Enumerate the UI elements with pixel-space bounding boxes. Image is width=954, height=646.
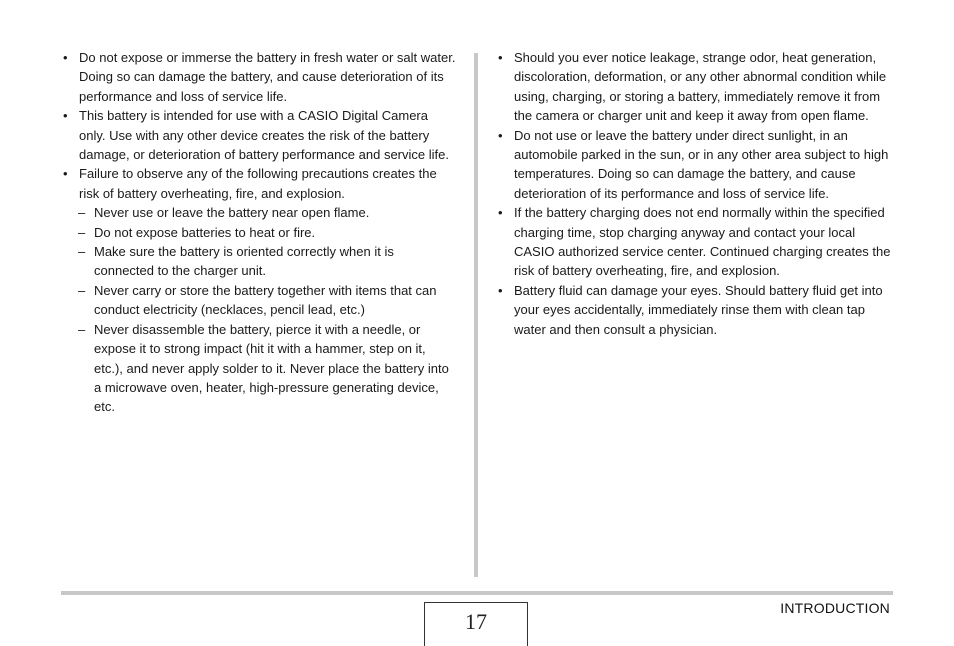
bullet-item bbox=[497, 48, 893, 126]
dash-text: Never carry or store the battery together with items that can conduct electricity (necklaces, pencil lead, etc.) bbox=[94, 282, 437, 318]
dash-item bbox=[62, 242, 456, 281]
dash-item bbox=[62, 223, 456, 242]
precaution-sublist bbox=[62, 203, 456, 416]
bullet-item bbox=[497, 281, 893, 339]
dash-item bbox=[62, 281, 456, 320]
page-number: 17 bbox=[424, 602, 528, 646]
dash-mark: – bbox=[78, 205, 86, 221]
dash-text: Make sure the battery is oriented correctly when it is connected to the charger unit. bbox=[94, 244, 394, 279]
bullet-item bbox=[62, 106, 456, 164]
dash-text: Do not expose batteries to heat or fire. bbox=[94, 224, 316, 240]
bullet-item bbox=[497, 203, 893, 281]
bullet-text: This battery is intended for use with a CASIO Digital Camera only. Use with any other device creates the risk of the battery damage, or deterioration of battery performance and service life. bbox=[79, 108, 449, 163]
dash-item bbox=[62, 320, 456, 417]
bullet-text: Do not expose or immerse the battery in fresh water or salt water. Doing so can damage the battery, and cause deterioration of its performance and loss of service life. bbox=[79, 50, 456, 104]
bullet-text: Do not use or leave the battery under direct sunlight, in an automobile parked in the sun, or in any other area subject to high temperatures. Doing so can damage the battery, and cause deterioration of its performance and loss of service life. bbox=[514, 127, 889, 201]
bullet-item bbox=[62, 164, 456, 203]
bullet-mark: • bbox=[63, 166, 68, 182]
bullet-mark: • bbox=[498, 50, 503, 65]
left-column bbox=[62, 48, 456, 417]
bullet-mark: • bbox=[63, 108, 68, 124]
bullet-item bbox=[497, 126, 893, 204]
section-label: INTRODUCTION bbox=[780, 600, 890, 616]
column-divider bbox=[474, 53, 478, 577]
bullet-text: Should you ever notice leakage, strange odor, heat generation, discoloration, deformation, or any other abnormal condition while using, charging, or storing a battery, immediately remove it from the camera or charger unit and keep it away from open flame. bbox=[514, 50, 887, 124]
bullet-mark: • bbox=[63, 50, 68, 65]
dash-text: Never use or leave the battery near open flame. bbox=[94, 205, 370, 221]
footer-rule bbox=[61, 591, 893, 595]
bullet-text: If the battery charging does not end normally within the specified charging time, stop charging anyway and contact your local CASIO authorized service center. Continued charging creates the risk of battery overheating, fire, and explosion. bbox=[514, 205, 891, 279]
dash-item bbox=[62, 203, 456, 222]
bullet-text: Failure to observe any of the following precautions creates the risk of battery overheating, fire, and explosion. bbox=[79, 166, 437, 201]
dash-mark: – bbox=[78, 244, 86, 260]
bullet-text: Battery fluid can damage your eyes. Should battery fluid get into your eyes accidentally, immediately rinse them with clean tap water and then consult a physician. bbox=[514, 282, 883, 337]
dash-mark: – bbox=[78, 282, 86, 298]
bullet-mark: • bbox=[498, 282, 503, 298]
bullet-item bbox=[62, 48, 456, 106]
left-bullet-list bbox=[62, 48, 456, 203]
right-column bbox=[497, 48, 893, 339]
right-bullet-list bbox=[497, 48, 893, 339]
bullet-mark: • bbox=[498, 127, 503, 143]
bullet-mark: • bbox=[498, 205, 503, 221]
dash-mark: – bbox=[78, 224, 86, 240]
dash-text: Never disassemble the battery, pierce it with a needle, or expose it to strong impact (hit it with a hammer, step on it, etc.), and never apply solder to it. Never place the battery into a microwave oven, heater, high-pressure generating device, etc. bbox=[94, 321, 449, 415]
dash-mark: – bbox=[78, 321, 86, 337]
